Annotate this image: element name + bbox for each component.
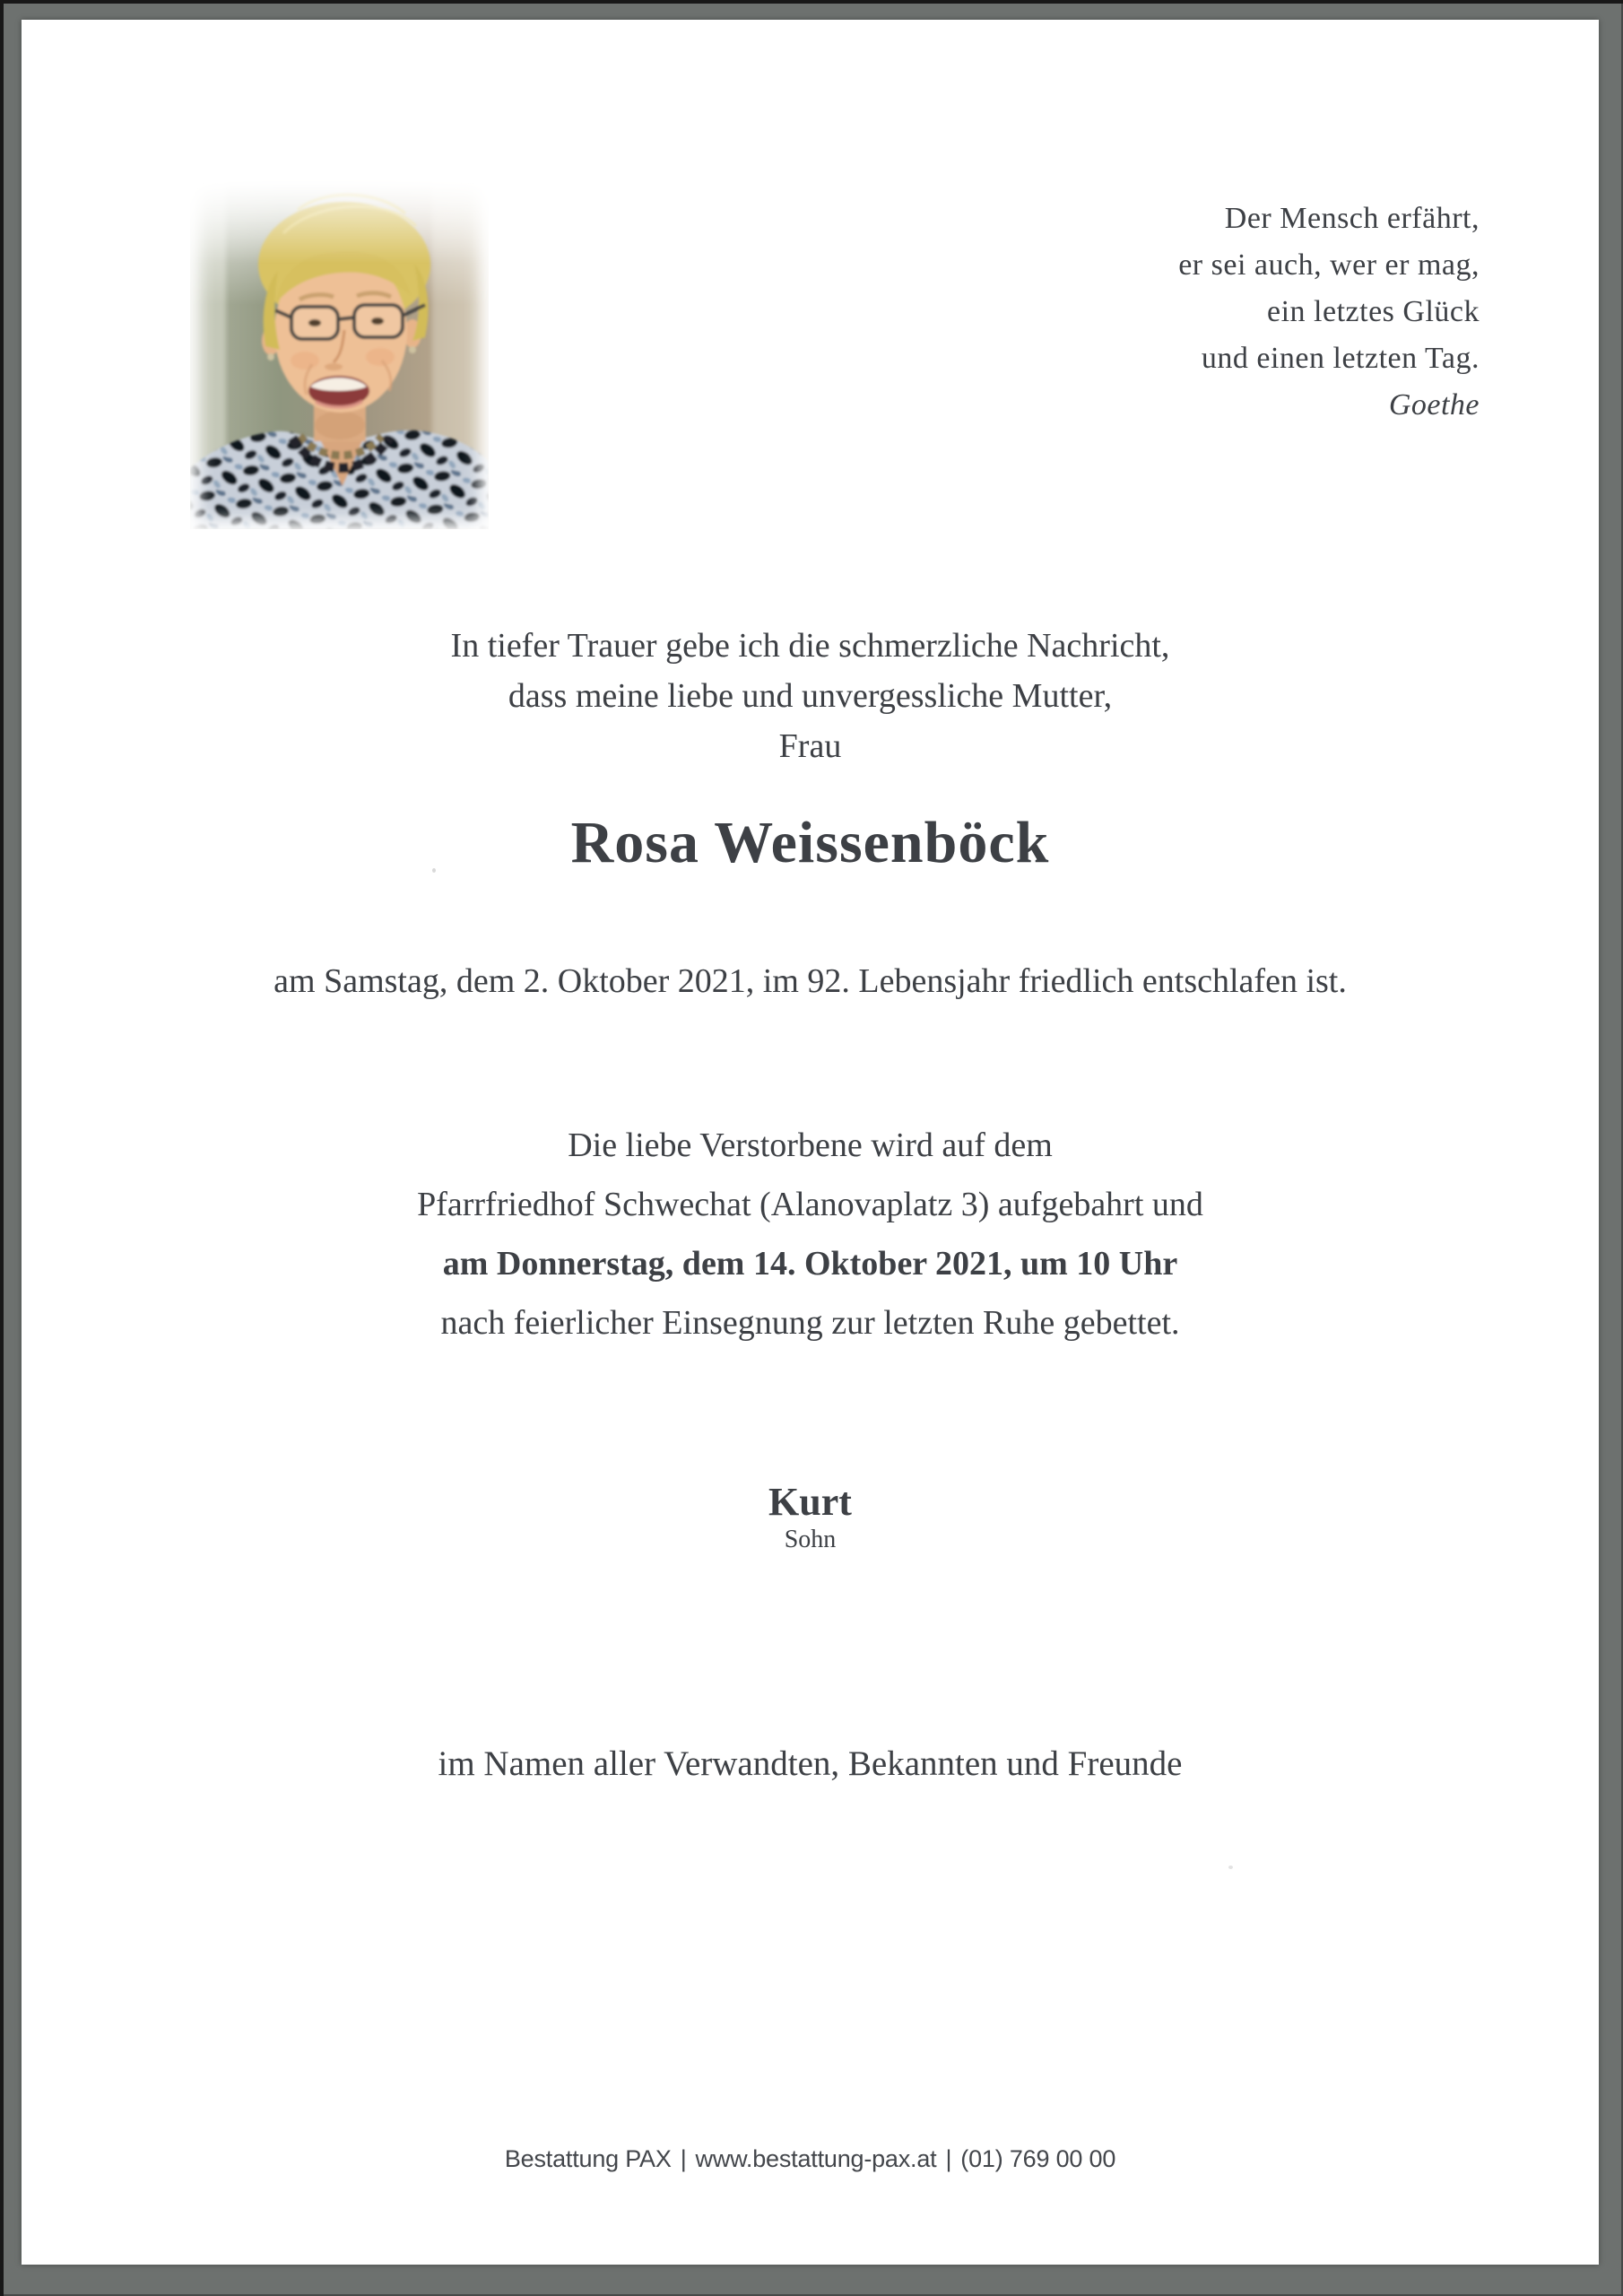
funeral-home-name: Bestattung PAX xyxy=(504,2145,672,2172)
mourner-block xyxy=(22,1480,1599,1555)
announcement-text xyxy=(22,621,1599,771)
epigraph-poem xyxy=(1178,196,1480,429)
funeral-details xyxy=(22,1116,1599,1352)
poem-line: und einen letzten Tag. xyxy=(1201,342,1480,375)
closing-line: im Namen aller Verwandten, Bekannten und Freunde xyxy=(438,1744,1183,1783)
scan-speck xyxy=(432,868,436,873)
funeral-line: nach feierlicher Einsegnung zur letzten Ruhe gebettet. xyxy=(440,1304,1180,1342)
death-notice-line: am Samstag, dem 2. Oktober 2021, im 92. Lebensjahr friedlich entschlafen ist. xyxy=(273,962,1347,1000)
deceased-name: Rosa Weissenböck xyxy=(570,810,1050,875)
poem-line: ein letztes Glück xyxy=(1267,295,1480,328)
announcement-salutation: Frau xyxy=(778,727,842,765)
poem-line: er sei auch, wer er mag, xyxy=(1178,248,1480,282)
footer-separator: | xyxy=(680,2145,687,2172)
obituary-card xyxy=(22,20,1599,2265)
funeral-date-line: am Donnerstag, dem 14. Oktober 2021, um 10 Uhr xyxy=(442,1245,1178,1283)
funeral-line: Die liebe Verstorbene wird auf dem xyxy=(568,1126,1053,1164)
poem-line: Der Mensch erfährt, xyxy=(1224,202,1480,235)
funeral-line: Pfarrfriedhof Schwechat (Alanovaplatz 3) aufgebahrt und xyxy=(417,1186,1203,1223)
mourner-relation: Sohn xyxy=(784,1526,837,1553)
scan-speck xyxy=(1228,1866,1233,1869)
mourner-name: Kurt xyxy=(768,1480,852,1524)
announcement-line: dass meine liebe und unvergessliche Mutter, xyxy=(508,677,1113,715)
announcement-line: In tiefer Trauer gebe ich die schmerzliche Nachricht, xyxy=(450,627,1170,665)
portrait-photo xyxy=(190,170,489,529)
funeral-home-phone: (01) 769 00 00 xyxy=(960,2145,1116,2172)
funeral-home-footer xyxy=(22,2145,1599,2173)
funeral-home-website: www.bestattung-pax.at xyxy=(695,2145,937,2172)
poem-attribution: Goethe xyxy=(1388,388,1480,422)
footer-separator: | xyxy=(945,2145,952,2172)
portrait-photo-image xyxy=(190,170,489,529)
